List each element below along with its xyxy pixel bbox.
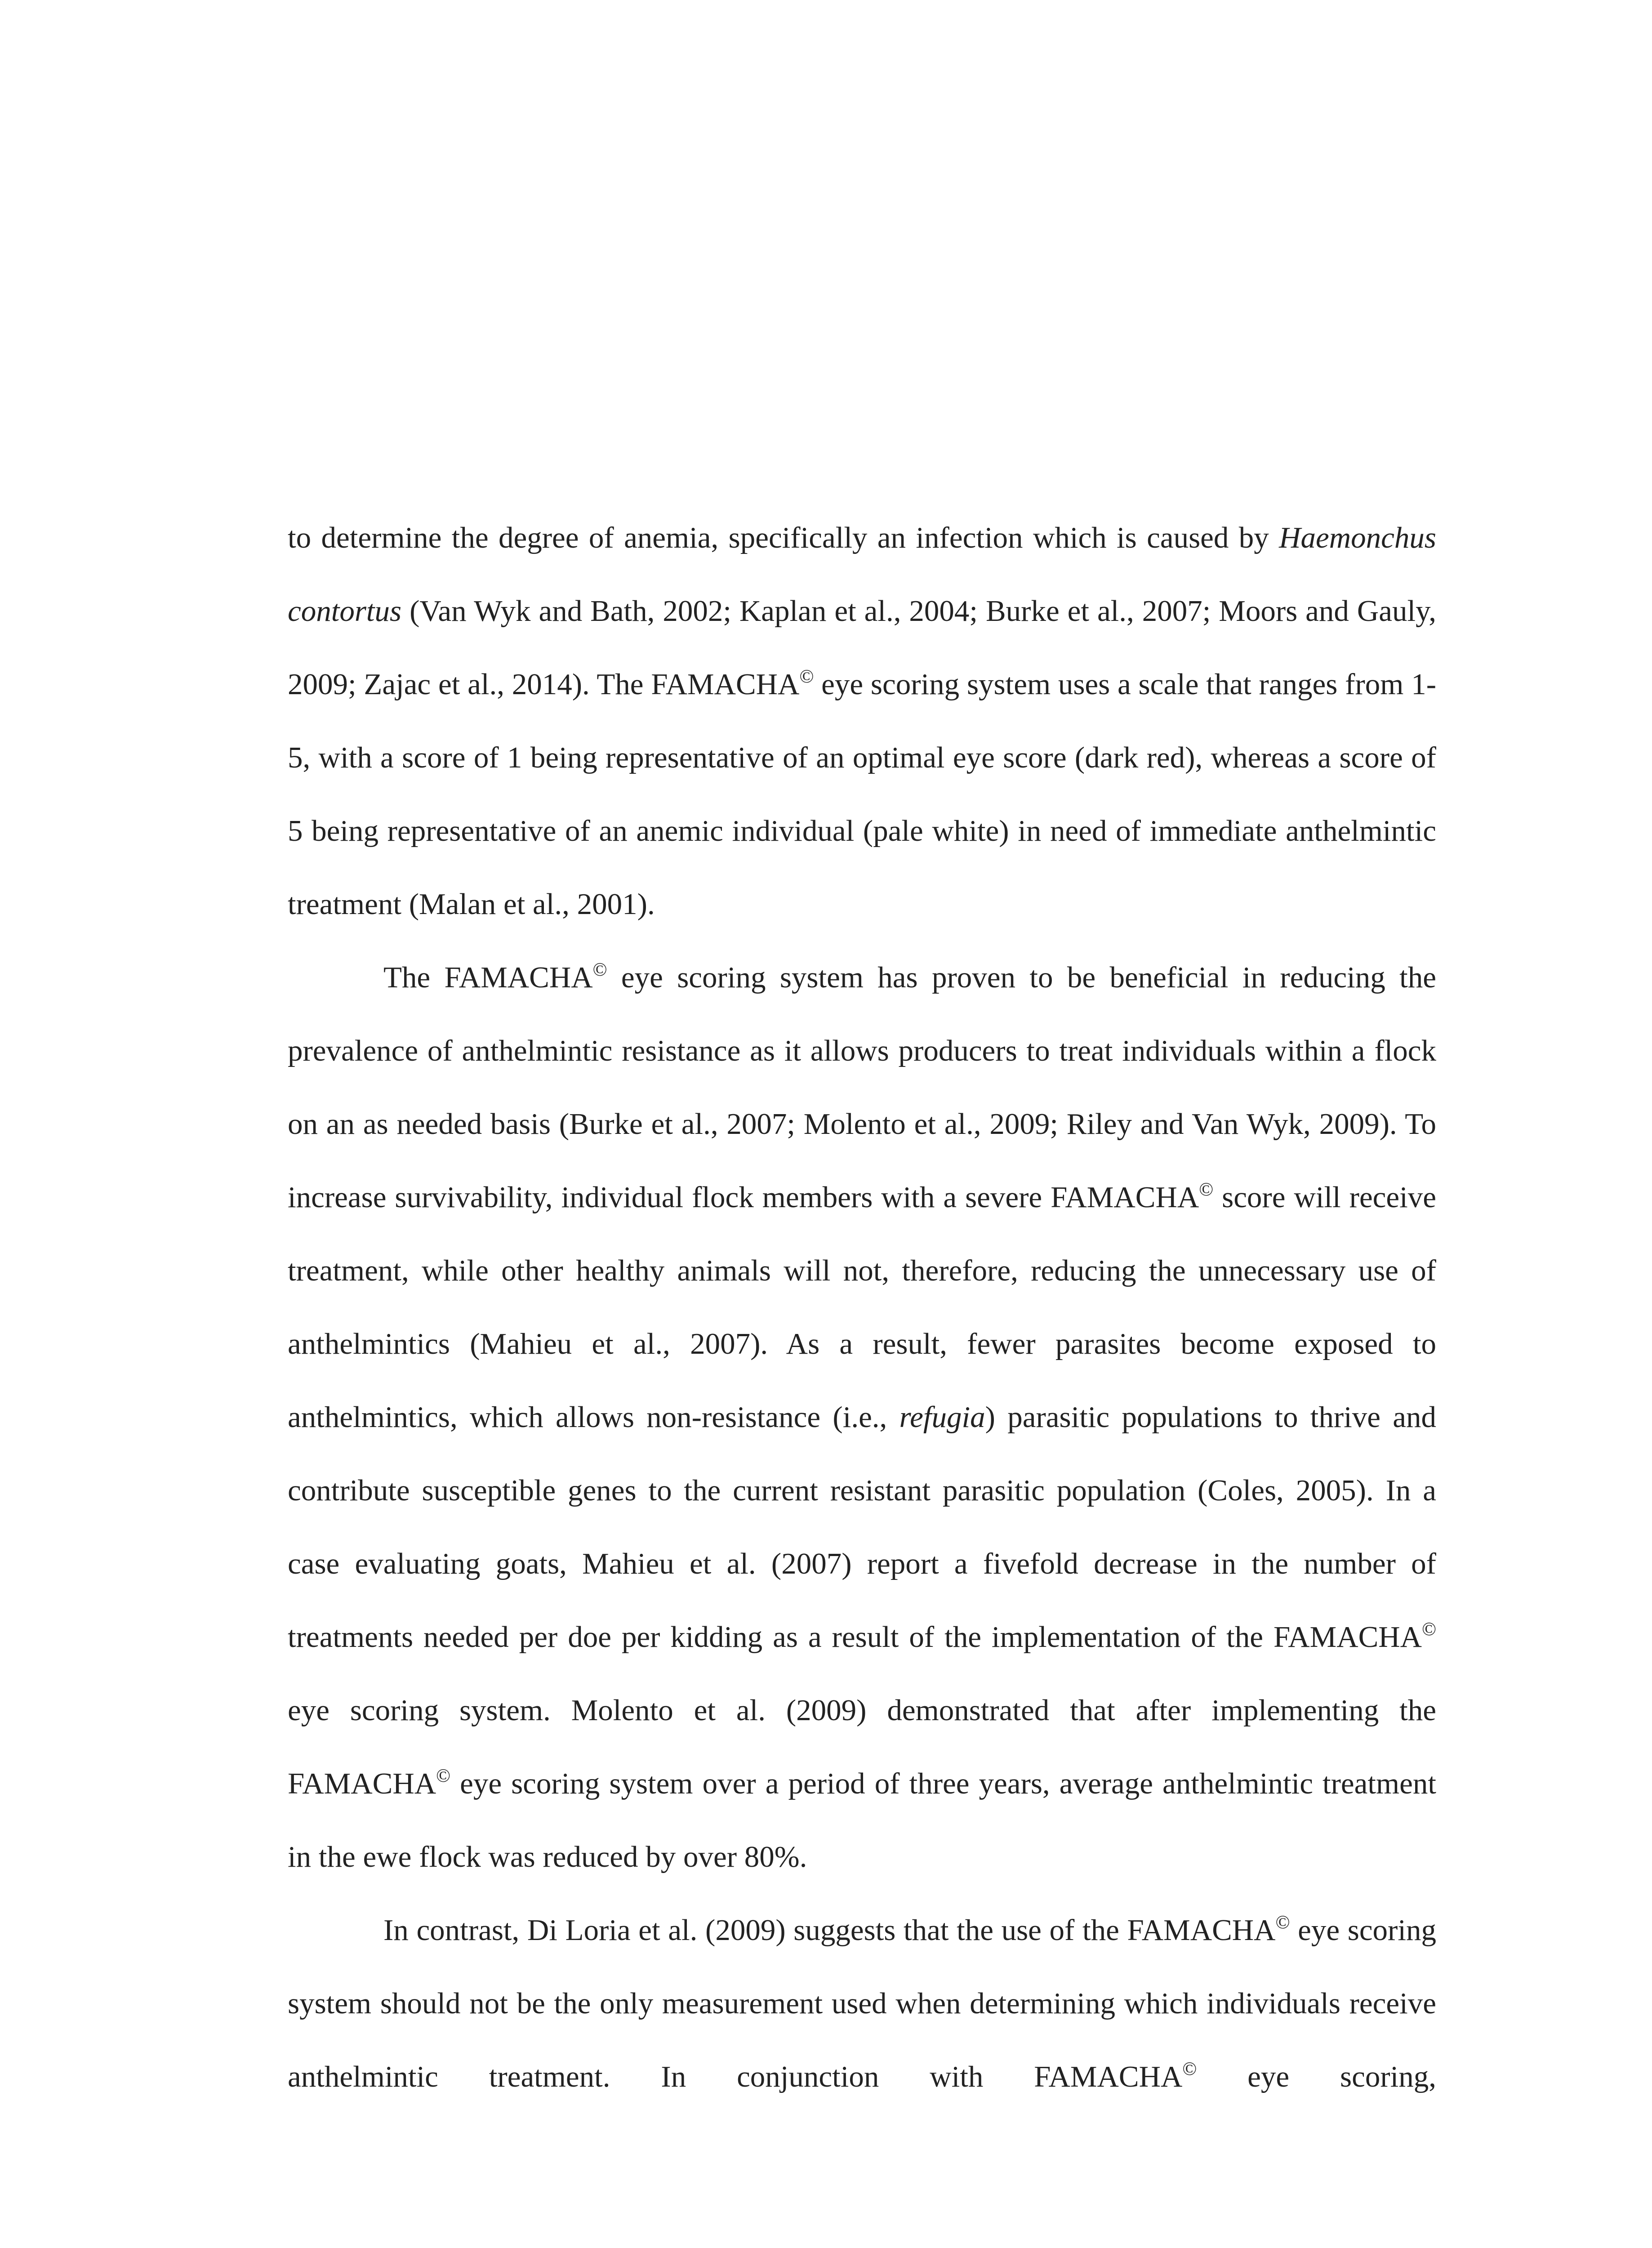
- paragraph: [288, 941, 1436, 1894]
- text-run: score will receive treatment, while other healthy animals will not, therefore, reducing the unnecessary use of anthelmintics (Mahieu et al., 2007). As a result, fewer parasites become exposed to anthelmintics, which allows non-resistance (i.e.,: [288, 1181, 1437, 1434]
- copyright-mark: ©: [1275, 1912, 1290, 1933]
- copyright-mark: ©: [592, 959, 607, 980]
- text-run: eye scoring system should not be the only measurement used when determining which individuals receive anthelmintic treatment. In conjunction with FAMACHA: [288, 1913, 1436, 2093]
- text-run: In contrast, Di Loria et al. (2009) suggests that the use of the FAMACHA: [383, 1913, 1276, 1947]
- text-run: eye scoring system over a period of three years, average anthelmintic treatment in the ewe flock was reduced by over 80%.: [288, 1767, 1436, 1873]
- copyright-mark: ©: [436, 1766, 451, 1786]
- italic-term: refugia: [899, 1401, 985, 1434]
- text-run: eye scoring,: [1197, 2060, 1436, 2093]
- paragraph: [288, 1894, 1436, 2114]
- text-run: (Van Wyk and Bath, 2002; Kaplan et al., 2004; Burke et al., 2007; Moors and Gauly, 2009; Zajac et al., 2014). The FAMACHA: [288, 594, 1436, 701]
- copyright-mark: ©: [1422, 1619, 1436, 1640]
- italic-term: Haemonchus contortus: [288, 521, 1436, 628]
- paragraph: [288, 501, 1436, 941]
- copyright-mark: ©: [799, 666, 814, 687]
- text-run: eye scoring system. Molento et al. (2009) demonstrated that after implementing the FAMACHA: [288, 1694, 1436, 1800]
- text-run: ) parasitic populations to thrive and contribute susceptible genes to the current resistant parasitic population (Coles, 2005). In a case evaluating goats, Mahieu et al. (2007) report a fivefold decrease in the number of treatments needed per doe per kidding as a result of the implementation of the FAMACHA: [288, 1401, 1436, 1654]
- copyright-mark: ©: [1182, 2059, 1197, 2079]
- text-run: to determine the degree of anemia, specifically an infection which is caused by: [288, 521, 1279, 554]
- text-run: The FAMACHA: [383, 961, 593, 994]
- copyright-mark: ©: [1199, 1179, 1214, 1200]
- body-text: [288, 501, 1436, 2114]
- text-run: eye scoring system has proven to be beneficial in reducing the prevalence of anthelmintic resistance as it allows producers to treat individuals within a flock on an as needed basis (Burke et al., 2007; Molento et al., 2009; Riley and Van Wyk, 2009). To increase survivability, individual flock members with a severe FAMACHA: [288, 961, 1436, 1214]
- text-run: eye scoring system uses a scale that ranges from 1-5, with a score of 1 being representative of an optimal eye score (dark red), whereas a score of 5 being representative of an anemic individual (pale white) in need of immediate anthelmintic treatment (Malan et al., 2001).: [288, 668, 1436, 921]
